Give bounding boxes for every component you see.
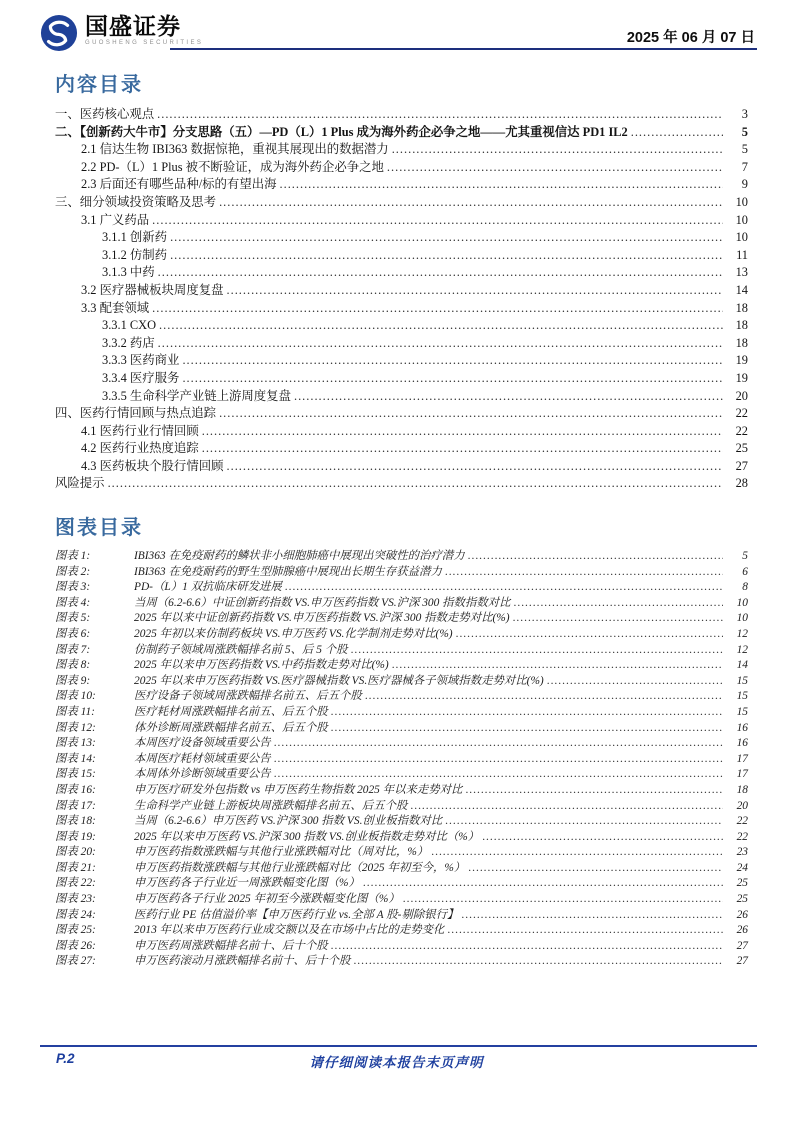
- dot-leader: [456, 627, 723, 643]
- figure-item-page: 6: [742, 565, 748, 578]
- toc-item-page: 22: [735, 406, 748, 421]
- dot-leader: [363, 876, 723, 892]
- toc-item[interactable]: [55, 229, 748, 247]
- figure-item-page: 15: [736, 674, 748, 687]
- figure-item-page: 12: [736, 627, 748, 640]
- toc-item[interactable]: [55, 405, 748, 423]
- figure-item-title: 申万医药周涨跌幅排名前十、后十个股: [134, 939, 328, 952]
- dot-leader: [170, 247, 723, 265]
- figure-item[interactable]: [55, 674, 748, 690]
- toc-item-page: 19: [735, 353, 748, 368]
- toc-item-label: 3.1.3 中药: [102, 265, 155, 280]
- figure-item[interactable]: [55, 658, 748, 674]
- figure-item-page: 16: [736, 721, 748, 734]
- figure-item-title: 2025 年初以来仿制药板块 VS.申万医药 VS.化学制剂走势对比(%): [134, 627, 453, 640]
- toc-item-page: 13: [735, 265, 748, 280]
- report-date: 2025 年 06 月 07 日: [626, 30, 755, 46]
- toc-item-page: 14: [735, 282, 748, 297]
- figure-item-page: 14: [736, 659, 748, 672]
- dot-leader: [158, 264, 723, 282]
- toc-item-page: 19: [735, 370, 748, 385]
- figure-item[interactable]: [55, 876, 748, 892]
- toc-item[interactable]: [55, 335, 748, 353]
- toc-item[interactable]: [55, 458, 748, 476]
- figure-item-page: 10: [736, 596, 748, 609]
- toc-item[interactable]: [55, 282, 748, 300]
- figure-item-page: 16: [736, 737, 748, 750]
- dot-leader: [387, 159, 723, 177]
- footer-page-number: P.2: [56, 1051, 75, 1066]
- figure-item-number: 图表 27:: [55, 955, 96, 968]
- figure-item-title: 申万医药各子行业 2025 年初至今涨跌幅变化图（%）: [134, 893, 400, 906]
- toc-item[interactable]: [55, 159, 748, 177]
- figure-item-title: 医疗耗材周涨跌幅排名前五、后五个股: [134, 705, 328, 718]
- figure-item[interactable]: [55, 752, 748, 768]
- figure-item[interactable]: [55, 814, 748, 830]
- figure-item-number: 图表 7:: [55, 643, 91, 656]
- figure-item-title: 申万医药滚动月涨跌幅排名前十、后十个股: [134, 955, 351, 968]
- figure-item-number: 图表 22:: [55, 877, 96, 890]
- figure-item-page: 8: [742, 581, 748, 594]
- figure-item[interactable]: [55, 830, 748, 846]
- figure-item-title: 仿制药子领域周涨跌幅排名前 5、后 5 个股: [134, 643, 348, 656]
- figure-item-number: 图表 9:: [55, 674, 91, 687]
- dot-leader: [152, 300, 723, 318]
- figure-item-number: 图表 19:: [55, 830, 96, 843]
- dot-leader: [285, 580, 723, 596]
- figure-item-page: 20: [736, 799, 748, 812]
- figure-item-number: 图表 14:: [55, 752, 96, 765]
- toc-item-label: 3.3.1 CXO: [102, 318, 157, 333]
- figure-item[interactable]: [55, 736, 748, 752]
- toc-list: [55, 106, 748, 493]
- figure-item-number: 图表 6:: [55, 627, 91, 640]
- dot-leader: [158, 335, 723, 353]
- dot-leader: [445, 814, 723, 830]
- figure-item-page: 23: [736, 846, 748, 859]
- figure-item[interactable]: [55, 845, 748, 861]
- toc-item-label: 风险提示: [55, 476, 105, 491]
- figure-item-number: 图表 15:: [55, 768, 96, 781]
- footer-disclaimer: 请仔细阅读本报告末页声明: [309, 1055, 484, 1070]
- toc-item-page: 5: [741, 124, 748, 139]
- figure-item-page: 25: [736, 877, 748, 890]
- figure-item[interactable]: [55, 923, 748, 939]
- dot-leader: [219, 194, 723, 212]
- figure-item-title: 当周（6.2-6.6）中证创新药指数 VS.申万医药指数 VS.沪深 300 指数指数对比: [134, 596, 511, 609]
- figure-item[interactable]: [55, 939, 748, 955]
- contents-title: 内容目录: [55, 74, 143, 96]
- dot-leader: [182, 370, 723, 388]
- toc-item[interactable]: [55, 106, 748, 124]
- toc-item[interactable]: [55, 264, 748, 282]
- toc-item[interactable]: [55, 247, 748, 265]
- toc-item[interactable]: [55, 440, 748, 458]
- figure-item-number: 图表 17:: [55, 799, 96, 812]
- dot-leader: [392, 141, 723, 159]
- figure-item[interactable]: [55, 799, 748, 815]
- figure-item-title: 本周医疗耗材领域重要公告: [134, 752, 271, 765]
- figure-item-number: 图表 23:: [55, 893, 96, 906]
- figure-item-title: 2025 年以来中证创新药指数 VS.申万医药指数 VS.沪深 300 指数走势对比(%): [134, 612, 510, 625]
- figure-item-title: 2025 年以来申万医药指数 VS.医疗器械指数 VS.医疗器械各子领域指数走势对比(%): [134, 674, 544, 687]
- toc-item-page: 18: [735, 318, 748, 333]
- dot-leader: [331, 721, 723, 737]
- figure-item[interactable]: [55, 611, 748, 627]
- figure-item-page: 25: [736, 893, 748, 906]
- toc-item-label: 4.3 医药板块个股行情回顾: [81, 458, 224, 473]
- toc-item-label: 4.1 医药行业行情回顾: [81, 423, 199, 438]
- figure-item-title: PD-（L）1 双抗临床研发进展: [134, 581, 282, 594]
- toc-item-page: 9: [741, 177, 748, 192]
- dot-leader: [365, 689, 723, 705]
- toc-item[interactable]: [55, 176, 748, 194]
- dot-leader: [159, 317, 723, 335]
- figure-item-page: 26: [736, 908, 748, 921]
- toc-item[interactable]: [55, 300, 748, 318]
- figure-item-title: 体外诊断周涨跌幅排名前五、后五个股: [134, 721, 328, 734]
- figure-item-page: 27: [736, 939, 748, 952]
- figure-item-number: 图表 5:: [55, 612, 91, 625]
- toc-item-label: 3.3.2 药店: [102, 335, 155, 350]
- figure-item[interactable]: [55, 549, 748, 565]
- toc-item-page: 3: [741, 107, 748, 121]
- figure-item[interactable]: [55, 565, 748, 581]
- figure-item-number: 图表 4:: [55, 596, 91, 609]
- figure-item[interactable]: [55, 954, 748, 970]
- toc-item-page: 27: [735, 458, 748, 473]
- figure-item[interactable]: [55, 580, 748, 596]
- toc-item-page: 20: [735, 388, 748, 403]
- dot-leader: [170, 229, 723, 247]
- footer-divider: [40, 1045, 757, 1047]
- dot-leader: [331, 939, 723, 955]
- figure-item-page: 12: [736, 643, 748, 656]
- figure-item[interactable]: [55, 627, 748, 643]
- toc-item-label: 3.1.2 仿制药: [102, 247, 168, 262]
- report-header: [40, 14, 757, 50]
- toc-item-page: 7: [741, 159, 748, 174]
- toc-item-label: 3.3.5 生命科学产业链上游周度复盘: [102, 388, 291, 403]
- figure-item[interactable]: [55, 861, 748, 877]
- dot-leader: [431, 845, 723, 861]
- toc-item[interactable]: [55, 352, 748, 370]
- toc-item-label: 3.3.4 医疗服务: [102, 370, 180, 385]
- figure-item-page: 15: [736, 690, 748, 703]
- figure-list: [55, 549, 748, 970]
- dot-leader: [108, 475, 723, 493]
- figure-item-page: 17: [736, 768, 748, 781]
- figure-item-number: 图表 26:: [55, 939, 96, 952]
- figure-item-number: 图表 8:: [55, 659, 91, 672]
- dot-leader: [465, 783, 723, 799]
- dot-leader: [157, 106, 723, 124]
- dot-leader: [353, 954, 723, 970]
- figure-item[interactable]: [55, 705, 748, 721]
- toc-item-label: 三、细分领域投资策略及思考: [55, 194, 217, 209]
- dot-leader: [202, 423, 723, 441]
- figure-item-title: 申万医药指数涨跌幅与其他行业涨跌幅对比（2025 年初至今，%）: [134, 861, 466, 874]
- figure-item-number: 图表 21:: [55, 861, 96, 874]
- dot-leader: [513, 611, 723, 627]
- figure-item-title: 本周医疗设备领域重要公告: [134, 737, 271, 750]
- dot-leader: [547, 674, 723, 690]
- dot-leader: [468, 861, 723, 877]
- figure-item-title: 生命科学产业链上游板块周涨跌幅排名前五、后五个股: [134, 799, 408, 812]
- toc-item-label: 4.2 医药行业热度追踪: [81, 441, 199, 456]
- figure-item-number: 图表 10:: [55, 690, 96, 703]
- toc-item-label: 2.3 后面还有哪些品种/标的有望出海: [81, 177, 277, 192]
- figure-item[interactable]: [55, 767, 748, 783]
- figure-item-title: 申万医疗研发外包指数 vs 申万医药生物指数 2025 年以来走势对比: [134, 783, 463, 796]
- dot-leader: [445, 565, 723, 581]
- toc-item-page: 18: [735, 335, 748, 350]
- toc-item[interactable]: [55, 317, 748, 335]
- header-divider: [170, 48, 757, 50]
- figure-item-number: 图表 3:: [55, 581, 91, 594]
- figure-item-page: 15: [736, 705, 748, 718]
- dot-leader: [410, 799, 723, 815]
- toc-item-label: 2.1 信达生物 IBI363 数据惊艳，重视其展现出的数据潜力: [81, 142, 389, 157]
- figure-item-title: 申万医药各子行业近一周涨跌幅变化图（%）: [134, 877, 360, 890]
- figure-item-number: 图表 13:: [55, 737, 96, 750]
- dot-leader: [219, 405, 723, 423]
- dot-leader: [274, 752, 723, 768]
- brand-name-cn: 国盛证券: [85, 13, 181, 39]
- toc-item-page: 5: [741, 142, 748, 157]
- figure-item-title: IBI363 在免疫耐药的鳞状非小细胞肺癌中展现出突破性的治疗潜力: [134, 550, 465, 562]
- toc-item-page: 18: [735, 300, 748, 315]
- figure-item[interactable]: [55, 643, 748, 659]
- toc-item[interactable]: [55, 212, 748, 230]
- dot-leader: [182, 352, 723, 370]
- dot-leader: [461, 908, 723, 924]
- figure-item[interactable]: [55, 892, 748, 908]
- figure-item[interactable]: [55, 689, 748, 705]
- figure-item-page: 18: [736, 783, 748, 796]
- guosheng-logo-icon: [40, 14, 78, 52]
- toc-item-label: 3.1 广义药品: [81, 212, 150, 227]
- dot-leader: [482, 830, 723, 846]
- dot-leader: [227, 282, 724, 300]
- figure-item-title: 当周（6.2-6.6）申万医药 VS.沪深 300 指数 VS.创业板指数对比: [134, 815, 443, 828]
- toc-item-page: 10: [735, 194, 748, 209]
- figure-item-number: 图表 24:: [55, 908, 96, 921]
- figure-item-title: 申万医药指数涨跌幅与其他行业涨跌幅对比（周对比，%）: [134, 846, 429, 859]
- contents-section: [55, 68, 748, 493]
- dot-leader: [514, 596, 723, 612]
- figure-item-number: 图表 1:: [55, 550, 91, 562]
- figure-item-page: 17: [736, 752, 748, 765]
- figure-item-number: 图表 11:: [55, 705, 95, 718]
- figure-item-page: 5: [742, 550, 748, 562]
- figure-item-title: IBI363 在免疫耐药的野生型肺腺癌中展现出长期生存获益潜力: [134, 565, 442, 578]
- toc-item-label: 3.2 医疗器械板块周度复盘: [81, 282, 224, 297]
- toc-item-label: 3.3.3 医药商业: [102, 353, 180, 368]
- toc-item-page: 28: [735, 476, 748, 491]
- figure-item-number: 图表 25:: [55, 924, 96, 937]
- dot-leader: [351, 643, 723, 659]
- dot-leader: [152, 212, 723, 230]
- toc-item-label: 2.2 PD-（L）1 Plus 被不断验证，成为海外药企必争之地: [81, 159, 384, 174]
- figure-item-page: 22: [736, 830, 748, 843]
- toc-item-page: 22: [735, 423, 748, 438]
- dot-leader: [468, 549, 723, 565]
- figure-item-number: 图表 16:: [55, 783, 96, 796]
- figure-item-title: 2025 年以来申万医药 VS.沪深 300 指数 VS.创业板指数走势对比（%）: [134, 830, 480, 843]
- figure-item-number: 图表 12:: [55, 721, 96, 734]
- toc-item-label: 二、【创新药大牛市】分支思路（五）—PD（L）1 Plus 成为海外药企必争之地——尤其重视信达 PD1 IL2: [55, 124, 628, 139]
- toc-item[interactable]: [55, 475, 748, 493]
- figure-item-title: 医疗设备子领域周涨跌幅排名前五、后五个股: [134, 690, 362, 703]
- toc-item[interactable]: [55, 124, 748, 142]
- figure-item-title: 医药行业 PE 估值溢价率【申万医药行业 vs.全部 A 股-剔除银行】: [134, 908, 459, 921]
- toc-item[interactable]: [55, 194, 748, 212]
- toc-item-label: 3.1.1 创新药: [102, 230, 168, 245]
- dot-leader: [294, 388, 723, 406]
- figure-item-page: 10: [736, 612, 748, 625]
- toc-item[interactable]: [55, 370, 748, 388]
- dot-leader: [274, 767, 723, 783]
- figure-item[interactable]: [55, 908, 748, 924]
- figure-item-page: 27: [736, 955, 748, 968]
- figure-item[interactable]: [55, 721, 748, 737]
- toc-item-page: 25: [735, 441, 748, 456]
- figures-section: [55, 511, 748, 970]
- figure-item-title: 2013 年以来申万医药行业成交额以及在市场中占比的走势变化: [134, 924, 445, 937]
- figures-title: 图表目录: [55, 517, 143, 539]
- dot-leader: [202, 440, 723, 458]
- toc-item-page: 10: [735, 230, 748, 245]
- figure-item[interactable]: [55, 596, 748, 612]
- figure-item-number: 图表 2:: [55, 565, 91, 578]
- figure-item-title: 2025 年以来申万医药指数 VS.中药指数走势对比(%): [134, 659, 389, 672]
- toc-item-page: 11: [736, 247, 748, 262]
- figure-item-number: 图表 20:: [55, 846, 96, 859]
- dot-leader: [403, 892, 723, 908]
- figure-item-page: 26: [736, 924, 748, 937]
- figure-item-number: 图表 18:: [55, 815, 96, 828]
- toc-item-label: 3.3 配套领域: [81, 300, 150, 315]
- toc-item[interactable]: [55, 388, 748, 406]
- dot-leader: [447, 923, 723, 939]
- figure-item-page: 24: [736, 861, 748, 874]
- dot-leader: [631, 124, 723, 142]
- toc-item-label: 四、医药行情回顾与热点追踪: [55, 406, 217, 421]
- dot-leader: [331, 705, 723, 721]
- brand-name-en: GUOSHENG SECURITIES: [85, 40, 204, 47]
- toc-item[interactable]: [55, 423, 748, 441]
- dot-leader: [280, 176, 724, 194]
- dot-leader: [227, 458, 724, 476]
- figure-item-page: 22: [736, 815, 748, 828]
- dot-leader: [392, 658, 723, 674]
- toc-item[interactable]: [55, 141, 748, 159]
- toc-item-label: 一、医药核心观点: [55, 107, 155, 121]
- toc-item-page: 10: [735, 212, 748, 227]
- figure-item-title: 本周体外诊断领域重要公告: [134, 768, 271, 781]
- dot-leader: [274, 736, 723, 752]
- figure-item[interactable]: [55, 783, 748, 799]
